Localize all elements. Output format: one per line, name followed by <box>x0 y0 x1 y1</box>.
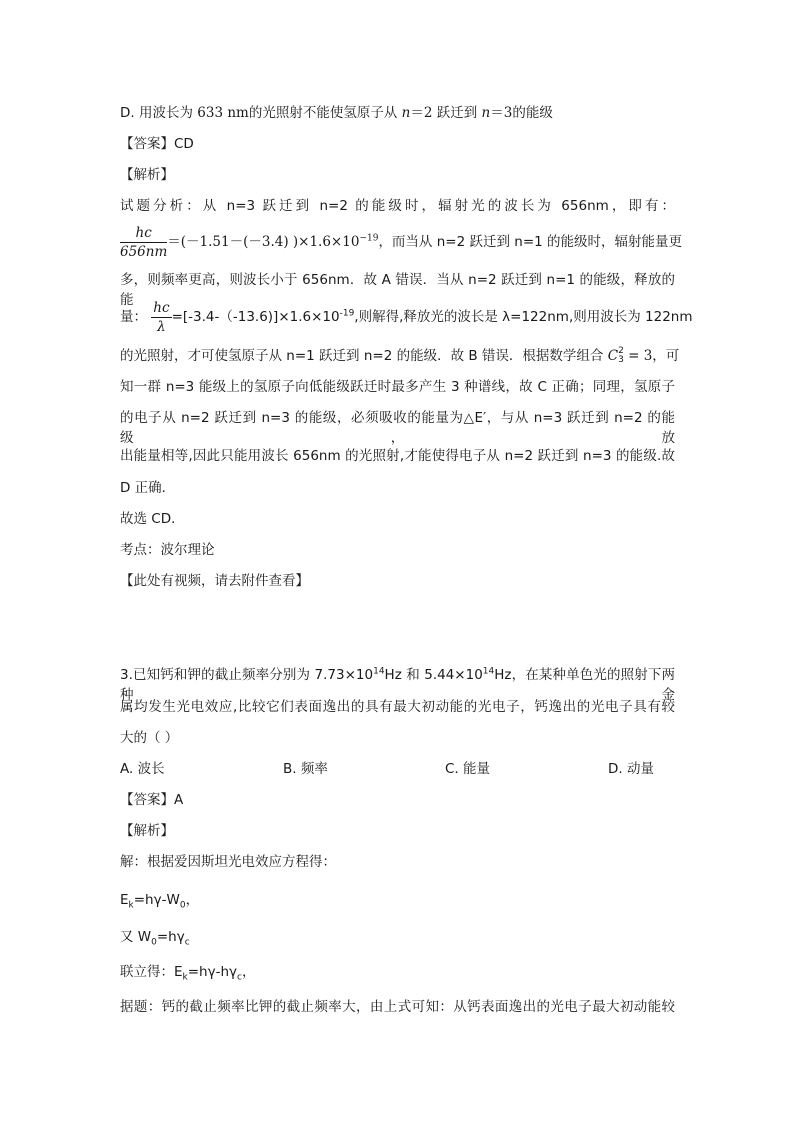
sol2-sub-b: 0 <box>179 900 186 911</box>
q2-analysis-tag: 【解析】 <box>120 167 174 183</box>
option-d-prefix: D. 用波长为 <box>120 105 193 121</box>
option-d-mid1: 的光照射不能使氢原子从 <box>248 105 398 121</box>
answer-value: A <box>174 792 184 808</box>
equation-after: ，而当从 n=2 跃迁到 n=1 的能级时，辐射能量更 <box>378 234 683 250</box>
fraction-numerator: hc <box>153 299 170 316</box>
q2-equation-line <box>120 222 682 262</box>
energy-tail: ,则解得,释放光的波长是 λ=122nm,则用波长为 122nm <box>354 309 693 325</box>
q2-analysis-line-8: 出能量相等,因此只能用波长 656nm 的光照射,才能使得电子从 n=2 跃迁到 n=3 的能级.故 <box>120 448 675 464</box>
sol2-c: ， <box>185 892 200 908</box>
q2-analysis-line-6: 知一群 n=3 能级上的氢原子向低能级跃迁时最多产生 3 种谱线，故 C 正确；同理，氢原子 <box>120 379 675 395</box>
option-d-unit: nm <box>227 105 249 121</box>
sol4-c: ， <box>241 964 256 980</box>
q3-stem-line-2: 属均发生光电效应,比较它们表面逸出的具有最大初动能的光电子，钙逸出的光电子具有较 <box>120 699 675 715</box>
q3-solution-line-5: 据题：钙的截止频率比钾的截止频率大，由上式可知：从钙表面逸出的光电子最大初动能较 <box>120 999 675 1015</box>
option-d-eq2: ＝2 <box>410 105 433 121</box>
q2-answer <box>120 134 194 154</box>
q3-option-d: D. 动量 <box>608 761 654 777</box>
q3-option-c: C. 能量 <box>445 761 491 777</box>
sol2-b: =hγ-W <box>133 892 180 908</box>
fraction-denominator: λ <box>157 318 166 335</box>
option-d-n2: n <box>481 105 491 121</box>
combination-indices <box>618 347 624 365</box>
stem-exp1: 14 <box>373 666 385 677</box>
equation-rhs: ＝(－1.51－(－3.4) )×1.6×10 <box>167 234 360 250</box>
q3-solution-line-1: 解：根据爱因斯坦光电效应方程得： <box>120 854 336 870</box>
fraction-denominator: 656nm <box>120 243 168 260</box>
q2-option-d <box>120 103 553 123</box>
sol3-a: 又 W <box>120 929 152 945</box>
q3-solution-line-3 <box>120 927 190 947</box>
q2-analysis-line-5 <box>120 346 679 366</box>
q2-analysis-line-7: 的电子从 n=2 跃迁到 n=3 的能级，必须吸收的能量为△E′，与从 n=3 跃迁到 n=2 的能级，放 <box>120 410 675 446</box>
answer-tag: 【答案】 <box>120 136 174 152</box>
option-d-suffix: 的能级 <box>512 105 553 121</box>
q2-video-note: 【此处有视频，请去附件查看】 <box>120 573 309 589</box>
q2-analysis-line-3: 多，则频率更高，则波长小于 656nm．故 A 错误．当从 n=2 跃迁到 n=1 的能级，释放的能 <box>120 272 675 308</box>
q2-analysis-line-9: D 正确． <box>120 480 176 496</box>
stem-exp2: 14 <box>482 666 495 677</box>
q3-option-b: B. 频率 <box>283 761 328 777</box>
q3-answer <box>120 790 183 810</box>
answer-tag: 【答案】 <box>120 792 174 808</box>
energy-body: =[-3.4-（-13.6)]×1.6×10 <box>171 309 340 325</box>
sol2-sub-a: k <box>128 900 134 911</box>
energy-lead: 量： <box>120 309 147 325</box>
stem-a: 3.已知钙和钾的截止频率分别为 7.73×10 <box>120 667 374 683</box>
sol3-sub-a: 0 <box>151 937 157 948</box>
option-d-mid2: 跃迁到 <box>436 105 478 121</box>
sol4-a: 联立得：E <box>120 964 183 980</box>
q2-analysis-line-1: 试题分析：从 n=3 跃迁到 n=2 的能级时，辐射光的波长为 656nm，即有： <box>120 198 675 214</box>
combination-sub: 3 <box>618 355 624 365</box>
sol4-b: =hγ-hγ <box>187 964 238 980</box>
q3-solution-line-4 <box>120 962 255 982</box>
fraction-hc-lambda <box>151 299 171 336</box>
q3-options <box>120 759 680 779</box>
sol3-sub-b: c <box>184 937 190 948</box>
sol4-sub-a: k <box>182 972 188 983</box>
sol3-b: =hγ <box>156 929 185 945</box>
sol2-a: E <box>120 892 129 908</box>
equation-exponent: −19 <box>359 233 379 244</box>
line5-text: 的光照射，才可使氢原子从 n=1 跃迁到 n=2 的能级．故 B 错误．根据数学组合 <box>120 348 604 364</box>
fraction-numerator: hc <box>120 224 167 243</box>
q2-conclusion: 故选 CD． <box>120 511 185 527</box>
combination-value: = 3，可 <box>628 348 680 364</box>
fraction-hc-656nm <box>120 224 167 261</box>
option-d-n1: n <box>401 105 411 121</box>
q3-analysis-tag: 【解析】 <box>120 823 174 839</box>
energy-exponent: -19 <box>339 308 355 319</box>
sol4-sub-b: c <box>237 972 242 983</box>
stem-c: Hz，在某种单色光的照射下两种金 <box>120 667 675 703</box>
answer-value: CD <box>174 136 194 152</box>
combination-letter: C <box>607 348 619 364</box>
stem-b: Hz 和 5.44×10 <box>384 667 483 683</box>
q3-option-a: A. 波长 <box>120 761 165 777</box>
combination-sup: 2 <box>618 346 624 356</box>
option-d-eq3: ＝3 <box>490 105 513 121</box>
q2-energy-line <box>120 297 693 337</box>
option-d-wavelength: 633 <box>197 105 224 121</box>
q3-stem-line-3: 大的（ ） <box>120 730 179 746</box>
q2-topic: 考点：波尔理论 <box>120 542 215 558</box>
q3-solution-line-2 <box>120 890 199 910</box>
